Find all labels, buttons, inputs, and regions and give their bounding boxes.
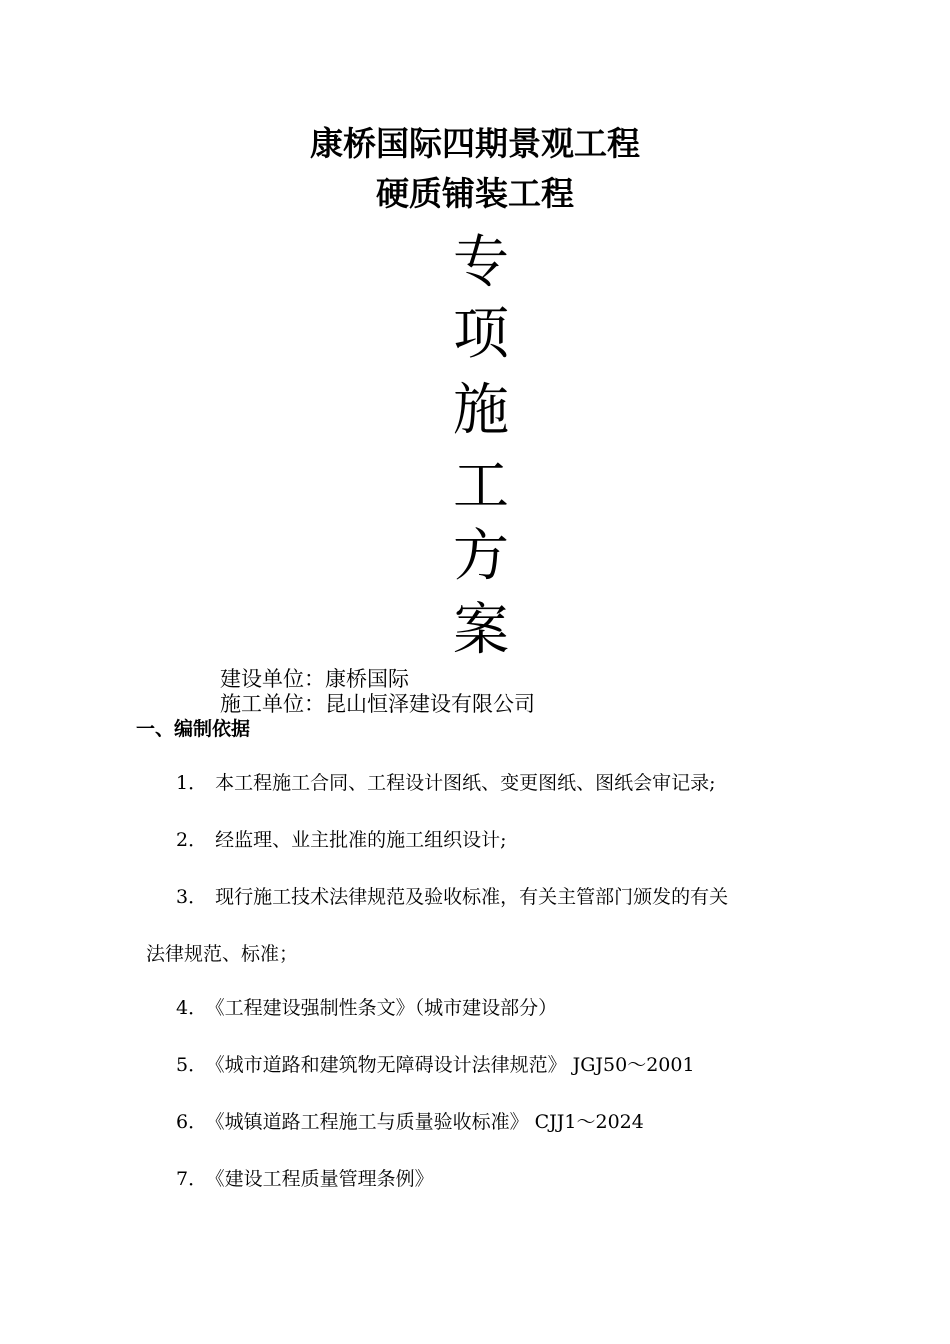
item-text: 《城镇道路工程施工与质量验收标准》 CJJ1～2024 [215, 1111, 644, 1133]
item-number: 3． [176, 886, 208, 908]
item-text-continuation: 法律规范、标准； [146, 943, 299, 965]
client-line: 建设单位：康桥国际 [220, 667, 409, 691]
item-text: 《建设工程质量管理条例》 [215, 1168, 434, 1190]
contractor-line: 施工单位：昆山恒泽建设有限公司 [220, 692, 535, 716]
item-number: 5． [176, 1054, 208, 1076]
basis-item [176, 771, 716, 795]
basis-item [176, 1053, 695, 1077]
vertical-title-char: 施 [453, 378, 509, 443]
item-number: 2． [176, 829, 208, 851]
project-title: 康桥国际四期景观工程 [310, 124, 640, 163]
basis-item [176, 1167, 434, 1191]
basis-item [176, 996, 557, 1020]
item-text: 《工程建设强制性条文》（城市建设部分） [215, 997, 558, 1019]
item-text: 《城市道路和建筑物无障碍设计法律规范》 JGJ50～2001 [215, 1054, 695, 1076]
item-number: 7． [176, 1168, 208, 1190]
section-heading: 一、编制依据 [136, 718, 251, 740]
vertical-title-char: 方 [453, 524, 509, 589]
vertical-title-char: 工 [453, 454, 509, 519]
item-text: 本工程施工合同、工程设计图纸、变更图纸、图纸会审记录; [215, 772, 716, 794]
item-text: 现行施工技术法律规范及验收标准，有关主管部门颁发的有关 [215, 886, 729, 908]
basis-item [176, 1110, 644, 1134]
vertical-title-char: 项 [453, 302, 509, 367]
vertical-title-char: 案 [453, 598, 509, 663]
item-text: 经监理、业主批准的施工组织设计; [215, 829, 507, 851]
item-number: 1． [176, 772, 208, 794]
basis-item [176, 828, 507, 852]
item-number: 4． [176, 997, 208, 1019]
basis-item [176, 885, 728, 909]
item-number: 6． [176, 1111, 208, 1133]
project-subtitle: 硬质铺装工程 [376, 174, 574, 213]
vertical-title-char: 专 [453, 230, 509, 295]
